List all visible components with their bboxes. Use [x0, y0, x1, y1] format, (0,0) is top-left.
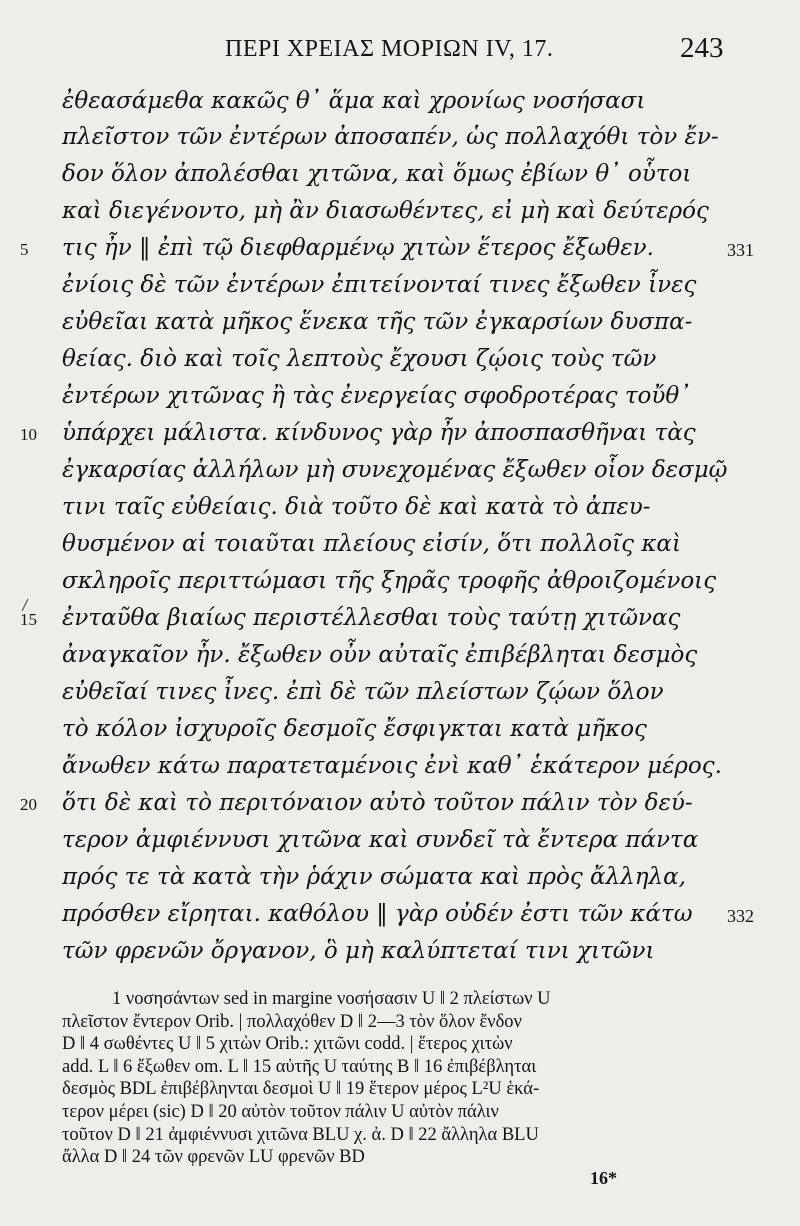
running-title: ΠΕΡΙ ΧΡΕΙΑΣ ΜΟΡΙΩΝ IV, 17. — [225, 36, 554, 62]
footnote-line: D ‖ 4 σωθέντες U ‖ 5 χιτὼν Orib.: χιτῶνι codd. | ἕτερος χιτὼν — [62, 1034, 513, 1055]
text-line-12: τινι ταῖς εὐθείαις. διὰ τοῦτο δὲ καὶ κατὰ τὸ ἀπευ- — [62, 494, 651, 520]
footnote-line: add. L ‖ 6 ἔξωθεν om. L ‖ 15 αὐτῆς U ταύτης B ‖ 16 ἐπιβέβληται — [62, 1056, 537, 1077]
text-line-11: ἐγκαρσίας ἀλλήλων μὴ συνεχομένας ἔξωθεν οἷον δεσμῷ — [62, 457, 728, 483]
text-line-4: καὶ διεγένοντο, μὴ ἂν διασωθέντες, εἰ μὴ καὶ δεύτερός — [62, 198, 709, 224]
critical-apparatus — [62, 988, 742, 1169]
footnote-line: τοῦτον D ‖ 21 ἀμφιέννυσι χιτῶνα BLU χ. ἀ. D ‖ 22 ἄλληλα BLU — [62, 1124, 539, 1145]
text-line-22: πρός τε τὰ κατὰ τὴν ῥάχιν σώματα καὶ πρὸς ἄλληλα, — [62, 864, 686, 890]
footnote-line: πλεῖστον ἔντερον Orib. | πολλαχόθεν D ‖ 2—3 τὸν ὅλον ἔνδον — [62, 1011, 522, 1032]
line-number: 20 — [20, 795, 37, 814]
text-line-13: θυσμένον αἱ τοιαῦται πλείους εἰσίν, ὅτι πολλοῖς καὶ — [62, 531, 681, 557]
text-line-24: τῶν φρενῶν ὄργανον, ὃ μὴ καλύπτεταί τινι χιτῶνι — [62, 938, 655, 964]
line-number: 15 — [20, 610, 37, 629]
text-line-8: θείας. διὸ καὶ τοῖς λεπτοὺς ἔχουσι ζῴοις τοὺς τῶν — [62, 346, 657, 372]
text-line-14: σκληροῖς περιττώμασι τῆς ξηρᾶς τροφῆς ἀθροιζομένοις — [62, 568, 717, 594]
stray-pencil-mark — [20, 598, 30, 612]
text-line-10: ὑπάρχει μάλιστα. κίνδυνος γὰρ ἦν ἀποσπασθῆναι τὰς — [62, 420, 696, 446]
page-number: 243 — [680, 32, 724, 64]
text-line-21: τερον ἀμφιέννυσι χιτῶνα καὶ συνδεῖ τὰ ἔντερα πάντα — [62, 827, 699, 853]
text-line-20: ὅτι δὲ καὶ τὸ περιτόναιον αὐτὸ τοῦτον πάλιν τὸν δεύ- — [62, 790, 693, 816]
text-line-17: εὐθεῖαί τινες ἶνες. ἐπὶ δὲ τῶν πλείστων ζῴων ὅλον — [62, 679, 664, 705]
line-number: 5 — [20, 240, 29, 259]
page-header — [0, 30, 800, 70]
text-line-15: ἐνταῦθα βιαίως περιστέλλεσθαι τοὺς ταύτῃ χιτῶνας — [62, 605, 681, 631]
footnote-line: δεσμὸς BDL ἐπιβέβληνται δεσμοὶ U ‖ 19 ἕτερον μέρος L²U ἑκά- — [62, 1079, 540, 1100]
text-line-19: ἄνωθεν κάτω παρατεταμένοις ἐνὶ καθ᾽ ἑκάτερον μέρος. — [62, 753, 722, 779]
margin-reference: 332 — [727, 906, 754, 926]
text-line-6: ἐνίοις δὲ τῶν ἐντέρων ἐπιτείνονταί τινες ἔξωθεν ἶνες — [62, 272, 697, 298]
footnote-line: 1 νοσησάντων sed in margine νοσήσασιν U ‖ 2 πλείστων U — [112, 989, 551, 1009]
text-line-3: δον ὅλον ἀπολέσθαι χιτῶνα, καὶ ὅμως ἐβίων θ᾽ οὗτοι — [62, 161, 692, 187]
text-line-7: εὐθεῖαι κατὰ μῆκος ἕνεκα τῆς τῶν ἐγκαρσίων δυσπα- — [62, 309, 693, 335]
text-line-2: πλεῖστον τῶν ἐντέρων ἀποσαπέν, ὡς πολλαχόθι τὸν ἔν- — [62, 124, 719, 150]
text-line-5: τις ἦν ‖ ἐπὶ τῷ διεφθαρμένῳ χιτὼν ἕτερος ἔξωθεν. — [62, 235, 654, 261]
margin-reference: 331 — [727, 240, 754, 260]
text-line-16: ἀναγκαῖον ἦν. ἔξωθεν οὖν αὐταῖς ἐπιβέβληται δεσμὸς — [62, 642, 698, 668]
text-line-18: τὸ κόλον ἰσχυροῖς δεσμοῖς ἔσφιγκται κατὰ μῆκος — [62, 716, 647, 742]
footnote-line: ἄλλα D ‖ 24 τῶν φρενῶν LU φρενῶν BD — [62, 1147, 365, 1168]
printer-signature-mark: 16* — [590, 1168, 617, 1188]
text-line-23: πρόσθεν εἴρηται. καθόλου ‖ γὰρ οὐδέν ἐστι τῶν κάτω — [62, 901, 693, 927]
text-line-1: ἐθεασάμεθα κακῶς θ᾽ ἅμα καὶ χρονίως νοσήσασι — [62, 88, 646, 114]
text-line-9: ἐντέρων χιτῶνας ἢ τὰς ἐνεργείας σφοδροτέρας τοὔθ᾽ — [62, 383, 691, 409]
line-number: 10 — [20, 425, 37, 444]
footnote-line: τερον μέρει (sic) D ‖ 20 αὐτὸν τοῦτον πάλιν U αὐτὸν πάλιν — [62, 1101, 499, 1122]
